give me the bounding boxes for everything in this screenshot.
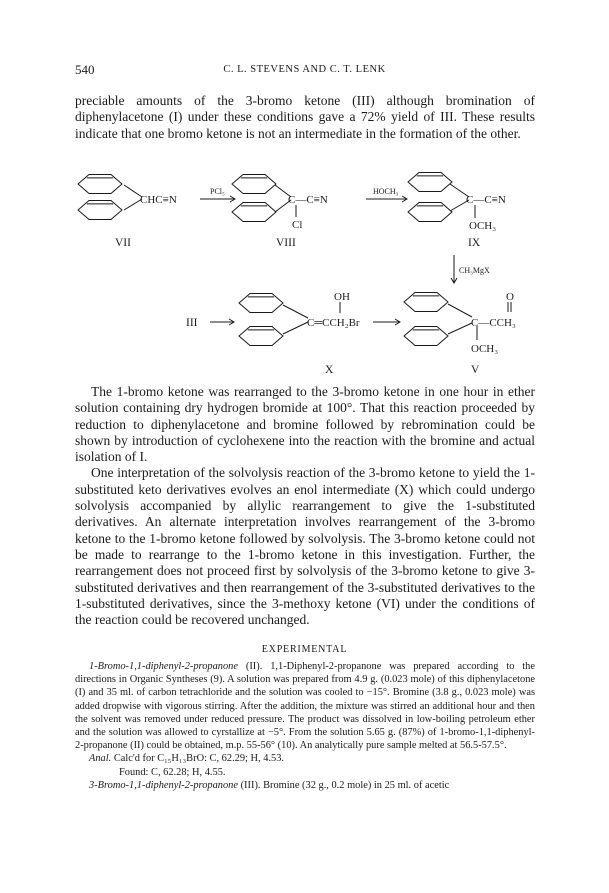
procedure-1bromo <box>75 660 535 752</box>
intro-text: preciable amounts of the 3-bromo ketone (III) although bromination of diphenylacetone (I) under these conditions gave a 72% yield of III. These results indicate that one bromo ketone is not an intermediate in the formation of the other. <box>75 93 535 141</box>
ix-group: C—C≡N <box>466 194 506 206</box>
benzene-ring <box>78 175 122 194</box>
benzene-ring <box>232 203 276 222</box>
x-label: X <box>325 364 334 376</box>
v-carbonyl-o: O <box>506 291 514 303</box>
benzene-ring <box>404 293 448 312</box>
benzene-ring <box>404 327 448 346</box>
arrow2-reagent: HOCH₃ <box>373 187 399 196</box>
iii-label: III <box>186 317 198 329</box>
procedure-3bromo-text: (III). Bromine (32 g., 0.2 mole) in 25 ml. of acetic <box>238 779 450 791</box>
procedure-1bromo-text: (II). 1,1-Diphenyl-2-propanone was prepared according to the directions in Organic Syntheses (9). A solution was prepared from 4.9 g. (0.023 mole) of this diphenylacetone (I) and 35 ml. of carbon tetrachloride and the solution was cooled to −15°. Bromine (3.8 g., 0.023 mole) was added dropwise with vigorous stirring. After the addition, the mixture was stirred an additional hour and then the solvent was removed under reduced pressure. The product was dissolved in low-boiling petroleum ether and the solution was allowed to cyrstallize at −5°. From the solution 5.65 g. (87%) of 1-bromo-1,1-diphenyl-2-propanone (II) could be obtained, m.p. 55-56° (10). An analytically pure sample melted at 56.5-57.5°. <box>75 661 535 752</box>
viii-group: C—C≡N <box>288 194 328 206</box>
vii-label: VII <box>115 237 131 249</box>
analysis-label: Anal. <box>89 753 112 765</box>
procedure-3bromo-title: 3-Bromo-1,1-diphenyl-2-propanone <box>89 779 238 791</box>
arrow1-reagent: PCl₅ <box>210 187 225 196</box>
vii-group: CHC≡N <box>140 194 177 206</box>
benzene-ring <box>239 294 283 313</box>
experimental-section <box>75 660 535 792</box>
x-group: C═CCH₂Br <box>307 317 360 329</box>
ix-substituent: OCH₃ <box>469 220 497 232</box>
v-label: V <box>471 364 480 376</box>
experimental-heading: EXPERIMENTAL <box>261 644 348 655</box>
discussion <box>75 384 535 628</box>
page-number: 540 <box>75 62 95 77</box>
paragraph-rearrangement: The 1-bromo ketone was rearranged to the 3-bromo ketone in one hour in ether solution containing dry hydrogen bromide at 100°. That this reaction proceeded by reduction to diphenylacetone and bromine followed by rebromination could be shown by introduction of cyclohexene into the reaction with the bromine and actual isolation of I. <box>75 384 535 465</box>
running-head: C. L. STEVENS AND C. T. LENK <box>223 64 386 75</box>
analysis-calc <box>75 752 535 765</box>
ix-label: IX <box>468 237 481 249</box>
benzene-ring <box>408 203 452 222</box>
benzene-ring <box>408 173 452 192</box>
viii-label: VIII <box>276 237 296 249</box>
v-group: C—CCH₃ <box>471 317 516 329</box>
viii-substituent: Cl <box>292 219 303 231</box>
procedure-3bromo <box>75 779 535 792</box>
benzene-ring <box>232 175 276 194</box>
v-substituent: OCH₃ <box>471 343 499 355</box>
analysis-found: Found: C, 62.28; H, 4.55. <box>119 766 226 778</box>
arrow3-reagent: CH₃MgX <box>459 266 490 275</box>
benzene-ring <box>239 327 283 346</box>
analysis-calc-text: Calc'd for C₁₅H₁₃BrO: C, 62.29; H, 4.53. <box>111 753 285 765</box>
procedure-1bromo-title: 1-Bromo-1,1-diphenyl-2-propanone <box>89 661 238 672</box>
paragraph-interpretation: One interpretation of the solvolysis reaction of the 3-bromo ketone to yield the 1-substituted keto derivatives evolves an enol intermediate (X) which could undergo solvolysis accompanied by allylic rearrangement to give the 1-substituted derivatives. An alternate interpretation involves rearrangement of the 3-bromo ketone to the 1-bromo ketone followed by solvolysis. The 3-bromo ketone could not be made to rearrange to the 1-bromo ketone in this investigation. Further, the rearrangement does not proceed first by solvolysis of the 3-bromo ketone to give 3-substituted derivatives and then rearrangement of the 3-substituted derivatives to the 1-substituted derivatives, since the 3-methoxy ketone (VI) under the conditions of the reaction could be recovered unchanged. <box>75 465 535 628</box>
x-hydroxyl: OH <box>334 291 350 303</box>
benzene-ring <box>78 201 122 220</box>
